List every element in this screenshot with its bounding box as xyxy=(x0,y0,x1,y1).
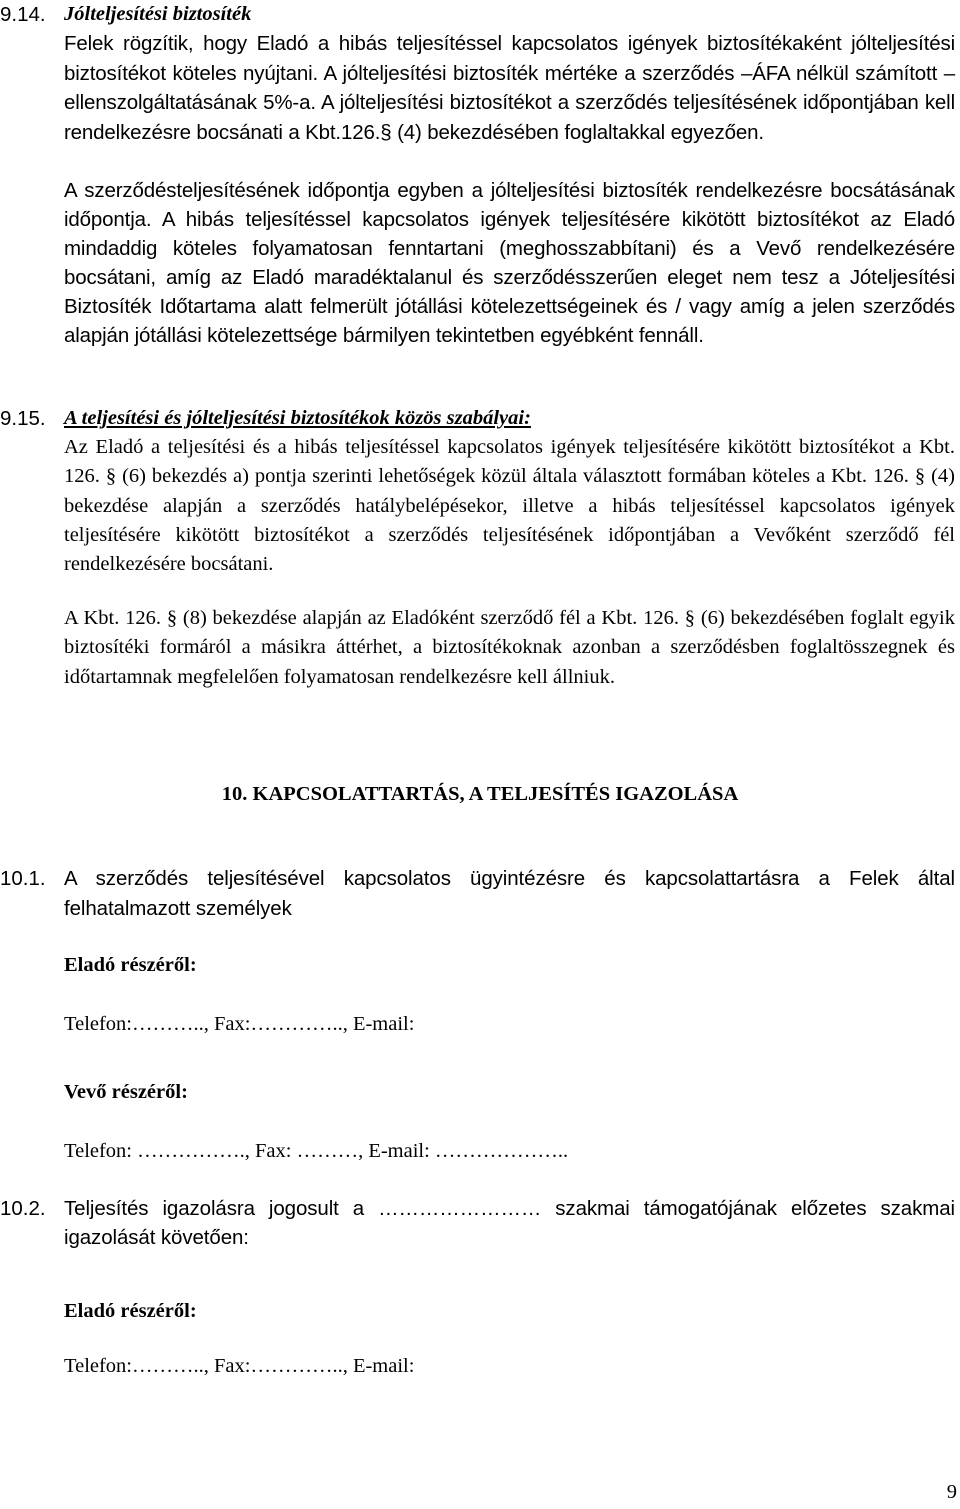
buyer-contact-10-1: Telefon: ……………., Fax: ………, E-mail: ……………….. xyxy=(64,1140,569,1162)
seller-contact-10-1: Telefon:……….., Fax:………….., E-mail: xyxy=(64,1013,415,1035)
section-title-9-15: A teljesítési és jólteljesítési biztosítékok közös szabályai: xyxy=(64,407,531,429)
paragraph-9-14-1: Felek rögzítik, hogy Eladó a hibás teljesítéssel kapcsolatos igények biztosítékaként jólteljesítési biztosítékot köteles nyújtani. A jólteljesítési biztosíték mértéke a szerződés –ÁFA nélkül számított – ellenszolgáltatásának 5%-a. A jólteljesítési biztosítékot a szerződés teljesítésének időpontjában kell rendelkezésre bocsánati a Kbt.126.§ (4) bekezdésében foglaltakkal egyezően. xyxy=(64,32,955,144)
paragraph-9-14-2-intro xyxy=(64,176,955,350)
buyer-label-10-1: Vevő részéről: xyxy=(64,1081,188,1103)
section-number-10-1: 10.1. xyxy=(0,867,46,890)
page-number: 9 xyxy=(946,1481,957,1503)
section-title-9-14: Jólteljesítési biztosíték xyxy=(64,3,252,25)
paragraph-10-1: A szerződés teljesítésével kapcsolatos ügyintézésre és kapcsolattartásra a Felek által felhatalmazott személyek xyxy=(64,867,955,920)
paragraph-9-14-2-text: A szerződésteljesítésének időpontja egyben a jólteljesítési biztosíték rendelkezésre bocsátásának időpontja. A hibás teljesítéssel kapcsolatos igények teljesítésére kikötött biztosítékot az Eladó mindaddig köteles folyamatosan fenntartani (meghosszabbítani) és a Vevő rendelkezésére bocsátani, amíg az Eladó maradéktalanul és szerződésszerűen eleget nem tesz a Jóteljesítési Biztosíték Időtartama alatt felmerült jótállási kötelezettségeinek és / vagy amíg a jelen szerződés alapján jótállási kötelezettsége bármilyen tekintetben egyébként fennáll. xyxy=(64,179,955,347)
seller-label-10-1: Eladó részéről: xyxy=(64,954,197,976)
paragraph-9-15-1: Az Eladó a teljesítési és a hibás teljesítéssel kapcsolatos igények teljesítésére kikötött biztosítékot a Kbt. 126. § (6) bekezdés a) pontja szerinti lehetőségek közül általa választott formában köteles a Kbt. 126. § (4) bekezdése alapján a szerződés hatálybelépésekor, illetve a hibás teljesítéssel kapcsolatos igények teljesítésére kikötött biztosítékot a szerződés teljesítésének időpontjában a Vevőként szerződő fél rendelkezésére bocsátani. xyxy=(64,436,955,576)
seller-contact-10-2: Telefon:……….., Fax:………….., E-mail: xyxy=(64,1355,415,1377)
chapter-10-heading: 10. KAPCSOLATTARTÁS, A TELJESÍTÉS IGAZOLÁSA xyxy=(221,783,739,805)
paragraph-9-15-2: A Kbt. 126. § (8) bekezdése alapján az Eladóként szerződő fél a Kbt. 126. § (6) bekezdésében foglalt egyik biztosítéki formáról a másikra áttérhet, a biztosítékoknak azonban a szerződésben foglaltösszegnek és időtartamnak megfelelően folyamatosan rendelkezésre kell állniuk. xyxy=(64,607,955,688)
section-number-9-14: 9.14. xyxy=(0,3,46,26)
seller-label-10-2: Eladó részéről: xyxy=(64,1300,197,1322)
paragraph-10-2: Teljesítés igazolásra jogosult a …………………… szakmai támogatójának előzetes szakmai igazolását követően: xyxy=(64,1197,955,1249)
section-number-10-2: 10.2. xyxy=(0,1197,46,1220)
section-number-9-15: 9.15. xyxy=(0,407,46,430)
